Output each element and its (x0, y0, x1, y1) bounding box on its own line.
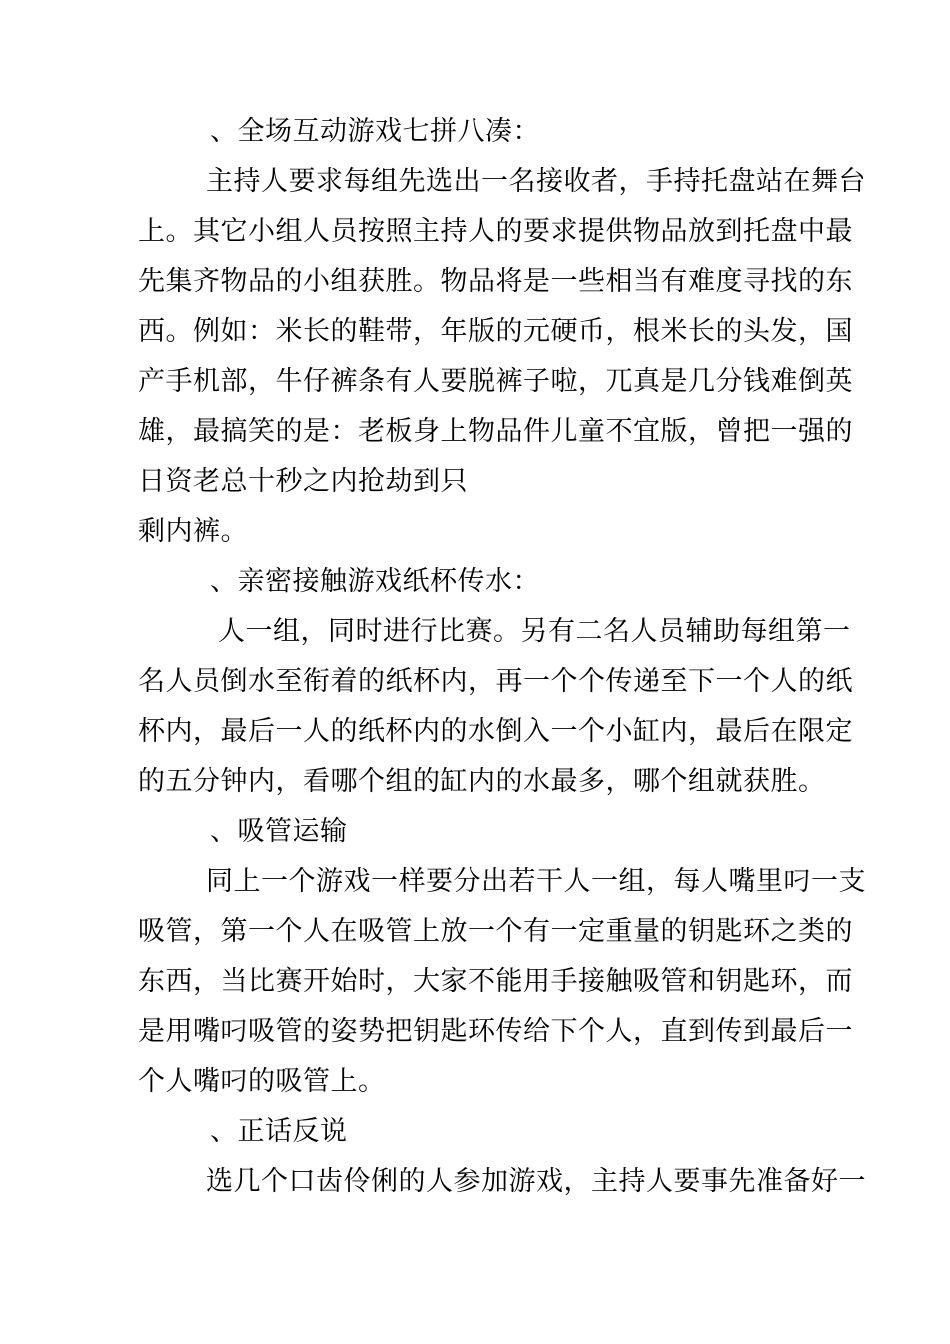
paragraph-line: 日资老总十秒之内抢劫到只 (138, 466, 468, 497)
paragraph-line: 个人嘴叼的吸管上。 (138, 1066, 386, 1097)
paragraph-line: 的五分钟内，看哪个组的缸内的水最多，哪个组就获胜。 (138, 766, 826, 797)
paragraph-line: 同上一个游戏一样要分出若干人一组，每人嘴里叼一支 (206, 866, 866, 897)
section-heading-3: 、吸管运输 (210, 816, 348, 847)
paragraph-line: 雄，最搞笑的是：老板身上物品件儿童不宜版，曾把一强的 (138, 416, 853, 447)
paragraph-line: 西。例如：米长的鞋带，年版的元硬币，根米长的头发，国 (138, 316, 853, 347)
paragraph-line: 先集齐物品的小组获胜。物品将是一些相当有难度寻找的东 (138, 266, 853, 297)
paragraph-line: 东西，当比赛开始时，大家不能用手接触吸管和钥匙环，而 (138, 966, 853, 997)
section-heading-4: 、正话反说 (210, 1116, 348, 1147)
paragraph-line: 名人员倒水至衔着的纸杯内，再一个个传递至下一个人的纸 (138, 666, 853, 697)
paragraph-line: 是用嘴叼吸管的姿势把钥匙环传给下个人，直到传到最后一 (138, 1016, 853, 1047)
paragraph-line: 剩内裤。 (138, 516, 248, 547)
paragraph-line: 产手机部，牛仔裤条有人要脱裤子啦，兀真是几分钱难倒英 (138, 366, 853, 397)
paragraph-line: 杯内，最后一人的纸杯内的水倒入一个小缸内，最后在限定 (138, 716, 853, 747)
paragraph-line: 上。其它小组人员按照主持人的要求提供物品放到托盘中最 (138, 216, 853, 247)
paragraph-line: 主持人要求每组先选出一名接收者，手持托盘站在舞台 (206, 166, 866, 197)
paragraph-line: 选几个口齿伶俐的人参加游戏，主持人要事先准备好一 (206, 1166, 866, 1197)
section-heading-1: 、全场互动游戏七拼八凑： (210, 116, 540, 147)
paragraph-line: 人一组，同时进行比赛。另有二名人员辅助每组第一 (218, 616, 851, 647)
paragraph-line: 吸管，第一个人在吸管上放一个有一定重量的钥匙环之类的 (138, 916, 853, 947)
section-heading-2: 、亲密接触游戏纸杯传水： (210, 566, 540, 597)
